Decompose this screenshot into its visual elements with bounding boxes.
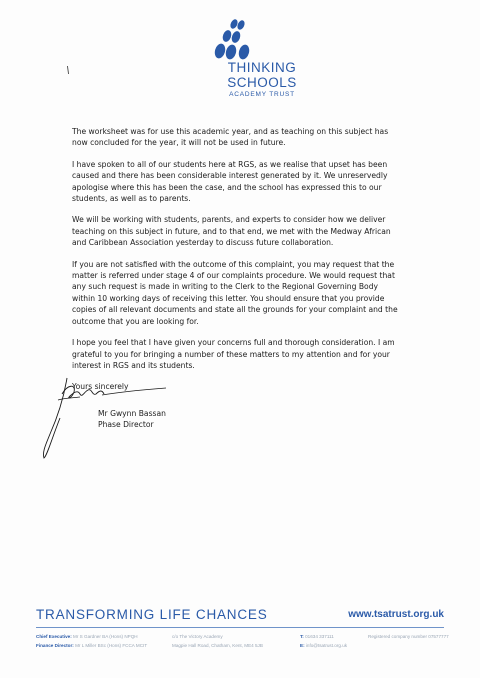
email-label: E: xyxy=(300,642,305,648)
footer-website-link[interactable]: www.tsatrust.org.uk xyxy=(348,609,444,620)
footer-divider xyxy=(36,627,444,628)
body-paragraph: I hope you feel that I have given your concerns full and thorough consideration. I am grateful to you for bringing a number of these matters to my attention and for your interest in RGS and its students. xyxy=(72,338,395,370)
stray-pen-mark xyxy=(67,66,69,74)
letter-body xyxy=(72,126,402,403)
body-paragraph: We will be working with students, parents, and experts to consider how we deliver teaching on this subject in future, and to that end, we met with the Medway African and Caribbean Association yesterday to discuss future collaboration. xyxy=(72,215,391,248)
footer-registration xyxy=(368,633,449,642)
footer-address xyxy=(172,633,263,650)
address-line-2: Magpie Hall Road, Chatham, Kent, ME4 5JB xyxy=(172,642,263,648)
body-paragraph: I have spoken to all of our students here at RGS, as we realise that upset has been caused and there has been considerable interest generated by it. We unreservedly apologise where this has been the case, and the school has expressed this to our students, as well as to parents. xyxy=(72,159,388,204)
address-line-1: c/o The Victory Academy xyxy=(172,634,223,639)
phone-label: T: xyxy=(300,634,304,639)
signer-title: Phase Director xyxy=(98,420,154,430)
chief-executive-label: Chief Executive: xyxy=(36,634,72,639)
logo-line-schools: SCHOOLS xyxy=(227,75,297,90)
body-paragraph: If you are not satisfied with the outcome of this complaint, you may request that the matter is referred under stage 4 of our complaints procedure. We would request that any such request is made in writing to the Clerk to the Regional Governing Body within 10 working days of receiving this letter. You should ensure that you provide copies of all relevant documents and state all the grounds for your complaint and the outcome that you are looking for. xyxy=(72,259,398,326)
footer-officers xyxy=(36,633,147,650)
chief-executive-value: Mr S Gardner BA (Hons) NPQH xyxy=(73,634,138,639)
finance-director-value: Mr L Miller BSc (Hons) FCCA MCIT xyxy=(75,642,148,648)
thinking-schools-logo xyxy=(200,14,310,106)
body-paragraph: The worksheet was for use this academic year, and as teaching on this subject has now concluded for the year, it will not be used in future. xyxy=(72,127,389,148)
logo-line-thinking: THINKING xyxy=(227,60,297,75)
registration-text: Registered company number 07577777 xyxy=(368,634,449,639)
signer-block xyxy=(98,408,166,431)
phone-value: 01634 337111 xyxy=(305,634,334,639)
signer-name: Mr Gwynn Bassan xyxy=(98,409,166,418)
logo-line-academy-trust: ACADEMY TRUST xyxy=(229,91,295,98)
logo-wordmark xyxy=(200,60,310,99)
closing-salutation: Yours sincerely xyxy=(72,382,129,392)
finance-director-label: Finance Director: xyxy=(36,642,74,648)
footer-tagline: TRANSFORMING LIFE CHANCES xyxy=(36,607,268,622)
email-value[interactable]: info@tsatrust.org.uk xyxy=(305,642,348,648)
footer-contact xyxy=(300,633,347,650)
